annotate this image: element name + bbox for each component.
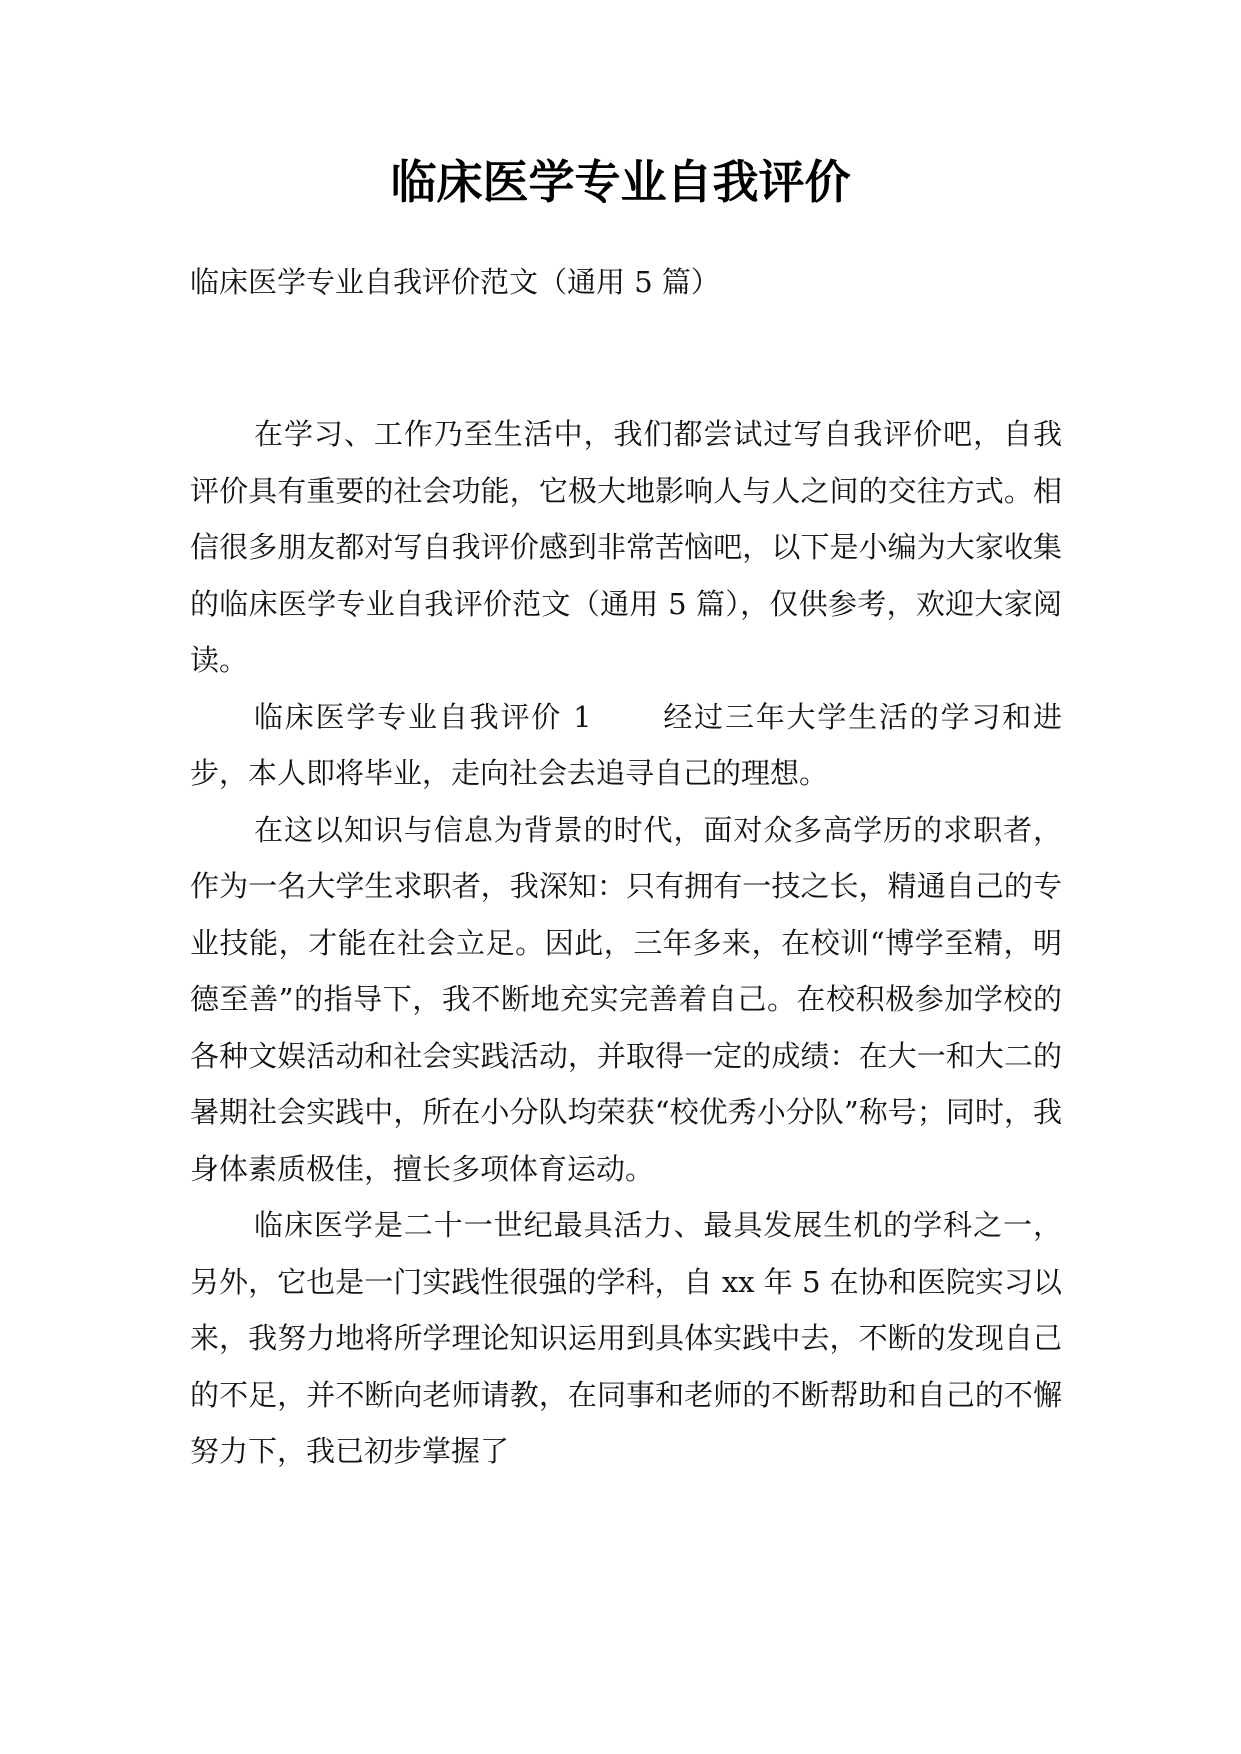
- paragraph-career: 在这以知识与信息为背景的时代，面对众多高学历的求职者，作为一名大学生求职者，我深知：只有拥有一技之长，精通自己的专业技能，才能在社会立足。因此，三年多来，在校训“博学至精，明德至善”的指导下，我不断地充实完善着自己。在校积极参加学校的各种文娱活动和社会实践活动，并取得一定的成绩：在大一和大二的暑期社会实践中，所在小分队均荣获“校优秀小分队”称号；同时，我身体素质极佳，擅长多项体育运动。: [190, 812, 1062, 1186]
- paragraph-intro: 在学习、工作乃至生活中，我们都尝试过写自我评价吧，自我评价具有重要的社会功能，它极大地影响人与人之间的交往方式。相信很多朋友都对写自我评价感到非常苦恼吧，以下是小编为大家收集的临床医学专业自我评价范文（通用 5 篇），仅供参考，欢迎大家阅读。: [190, 417, 1062, 677]
- paragraph-section-1: [190, 689, 1062, 802]
- document-title: 临床医学专业自我评价: [390, 155, 851, 209]
- document-body: [190, 406, 1062, 1480]
- paragraph-clinical: 临床医学是二十一世纪最具活力、最具发展生机的学科之一，另外，它也是一门实践性很强的学科，自 xx 年 5 在协和医院实习以来，我努力地将所学理论知识运用到具体实践中去，不断的发现自己的不足，并不断向老师请教，在同事和老师的不断帮助和自己的不懈努力下，我已初步掌握了: [190, 1208, 1062, 1468]
- document-subtitle: 临床医学专业自我评价范文（通用 5 篇）: [190, 265, 720, 299]
- section-text: 经过三年大学生活的学习和进步，本人即将毕业，走向社会去追寻自己的理想。: [190, 699, 1062, 790]
- section-heading: 临床医学专业自我评价 1: [254, 699, 592, 734]
